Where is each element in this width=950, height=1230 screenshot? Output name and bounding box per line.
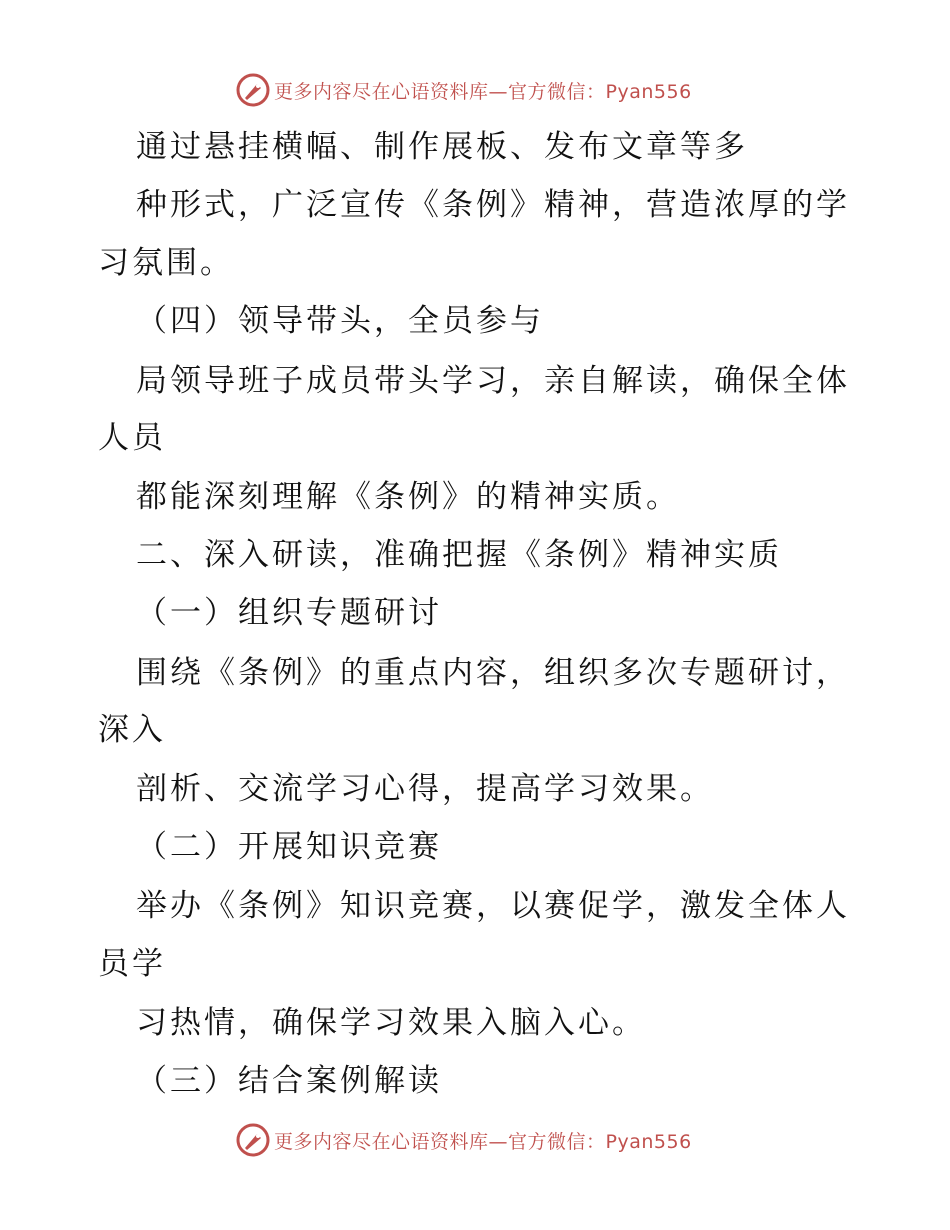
text-line: 员学 [98,946,166,982]
section-heading: （二）开展知识竞赛 [136,829,442,865]
text-line: 习氛围。 [98,245,234,281]
watermark-text: 更多内容尽在心语资料库—官方微信：Pyan556 [274,80,692,103]
footer-watermark [236,1120,692,1160]
section-heading: （四）领导带头，全员参与 [136,303,544,339]
text-line: 围绕《条例》的重点内容，组织多次专题研讨， [136,655,850,691]
text-line: 深入 [98,712,166,748]
text-line: 种形式，广泛宣传《条例》精神，营造浓厚的学 [136,187,850,223]
text-line: 局领导班子成员带头学习，亲自解读，确保全体 [136,363,850,399]
text-line: 都能深刻理解《条例》的精神实质。 [136,479,680,515]
watermark-text: 更多内容尽在心语资料库—官方微信：Pyan556 [274,1130,692,1153]
section-heading: 二、深入研读，准确把握《条例》精神实质 [136,537,782,573]
text-line: 习热情，确保学习效果入脑入心。 [136,1005,646,1041]
text-line: 举办《条例》知识竞赛，以赛促学，激发全体人 [136,888,850,924]
pen-nib-logo-icon [236,1123,270,1157]
text-line: 剖析、交流学习心得，提高学习效果。 [136,771,714,807]
section-heading: （三）结合案例解读 [136,1063,442,1099]
section-heading: （一）组织专题研讨 [136,595,442,631]
text-line: 通过悬挂横幅、制作展板、发布文章等多 [136,129,748,165]
text-line: 人员 [98,420,166,456]
